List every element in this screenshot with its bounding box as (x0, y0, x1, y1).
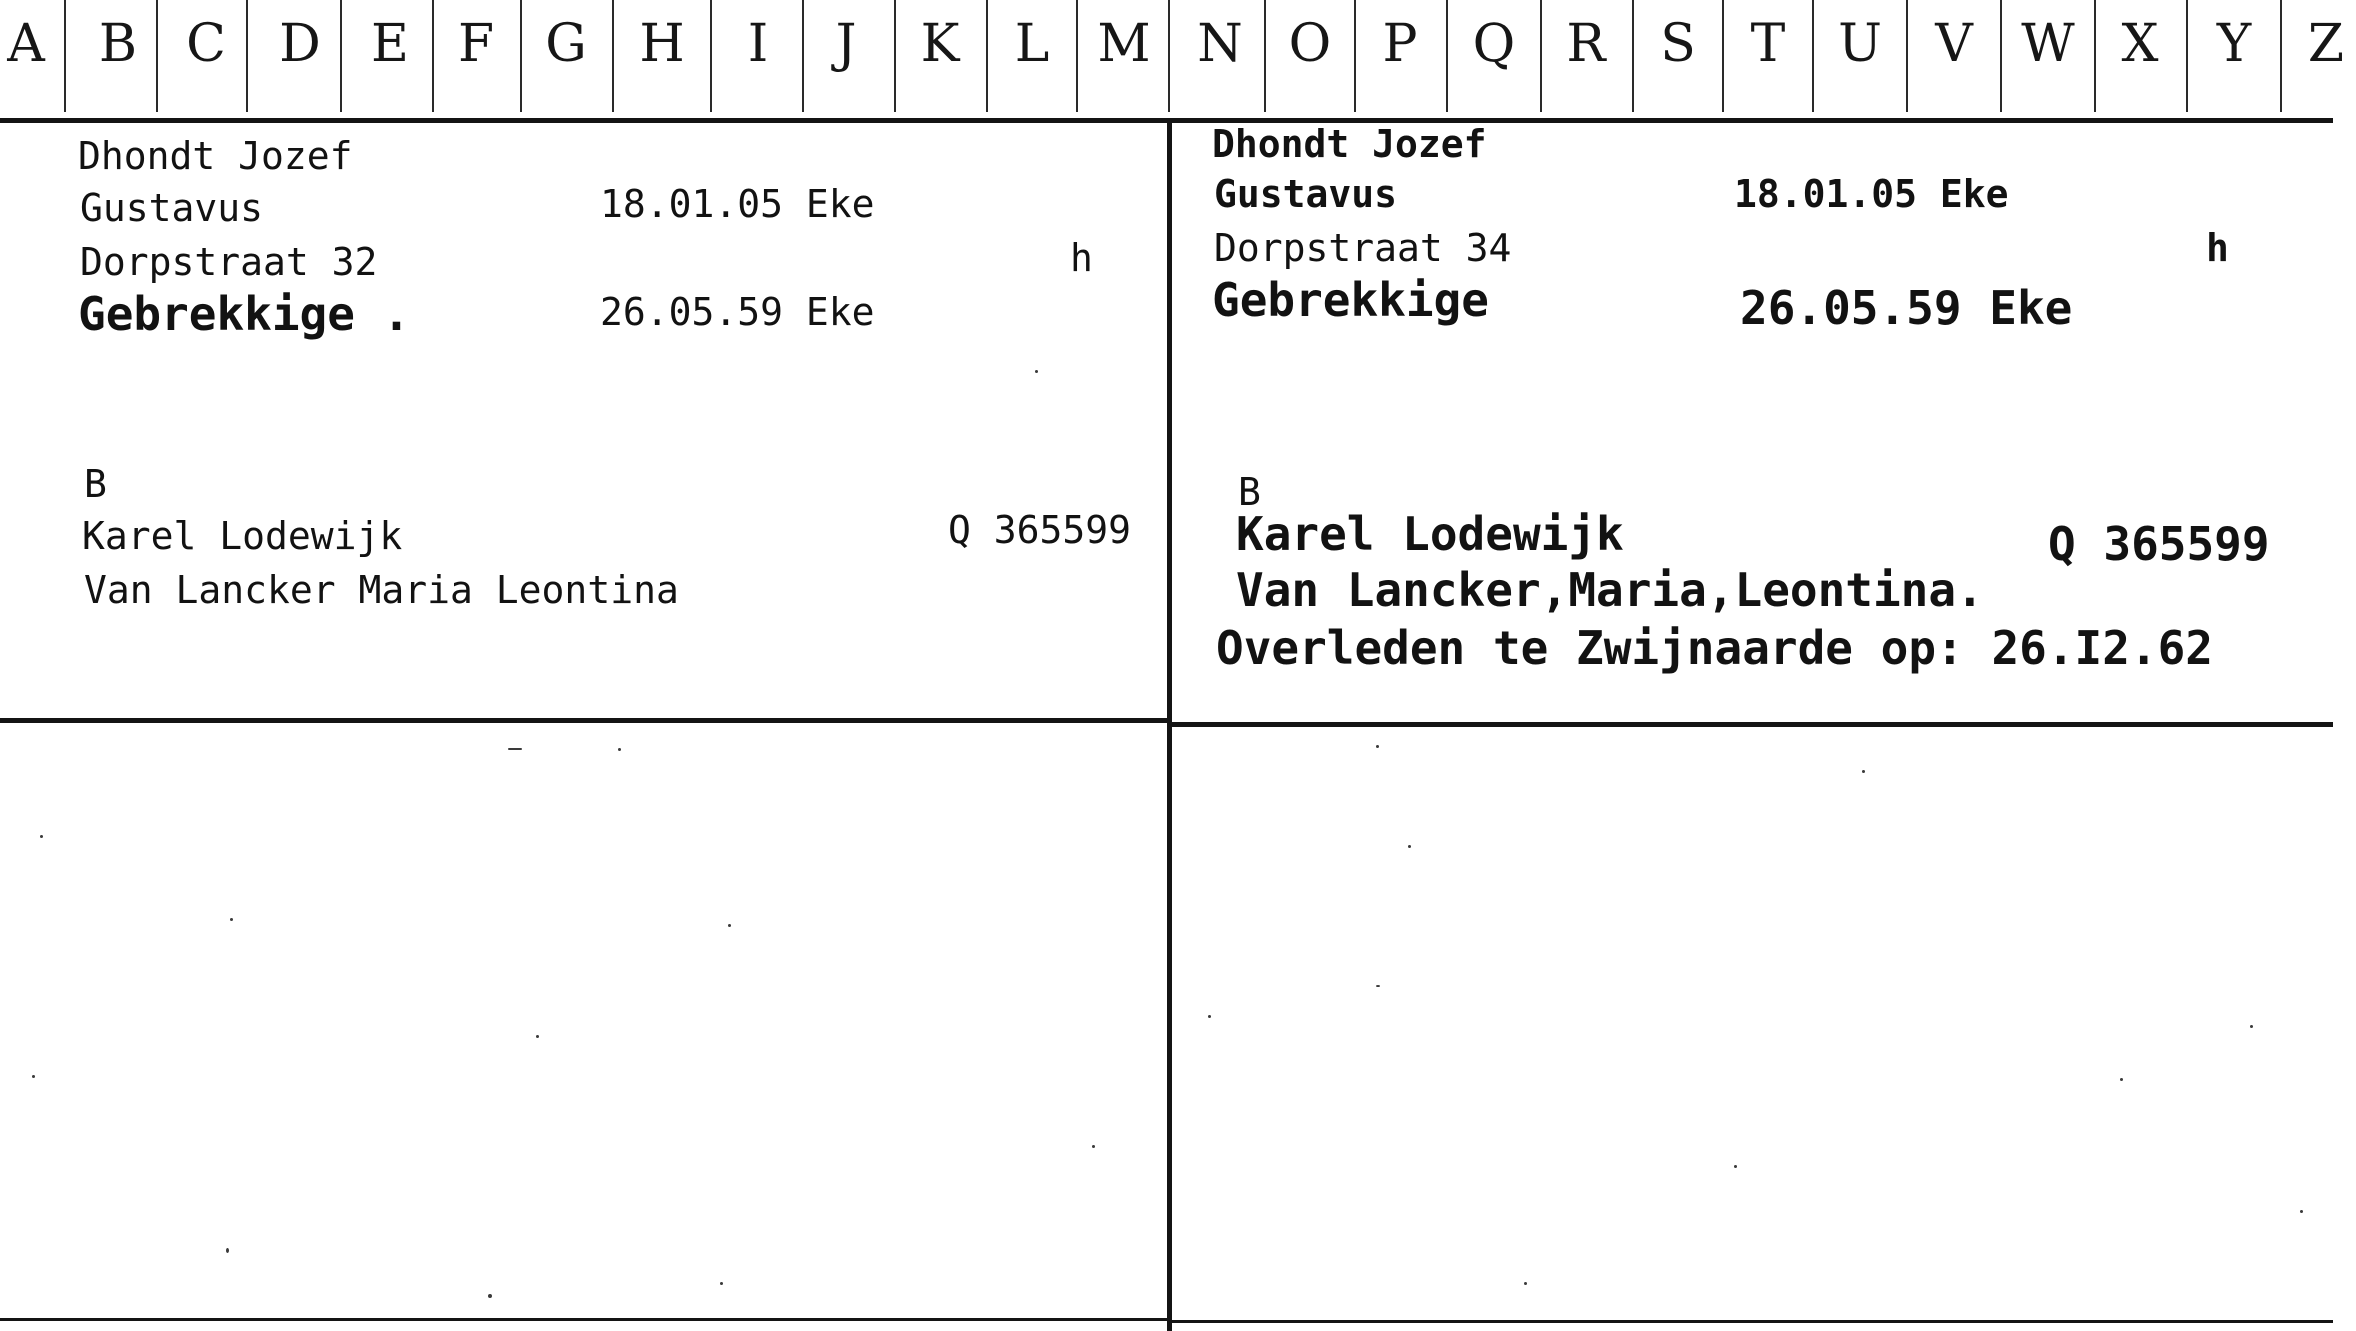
scan-speck (1208, 1015, 1211, 1018)
mother-name: Van Lancker,Maria,Leontina. (1236, 563, 1984, 617)
index-divider (520, 0, 522, 112)
condition: Gebrekkige . (78, 287, 411, 341)
index-divider (1722, 0, 1724, 112)
card-bottom-rule-left (0, 718, 1169, 723)
index-letter: Q (1472, 14, 1516, 74)
scan-speck (1376, 985, 1380, 987)
birth-date-place: 18.01.05 Eke (600, 182, 875, 226)
mother-name: Van Lancker Maria Leontina (84, 568, 679, 612)
scan-speck (508, 748, 522, 750)
index-letter: E (371, 14, 409, 74)
index-divider (1906, 0, 1908, 112)
scan-speck (1862, 770, 1865, 773)
scan-speck (230, 918, 233, 921)
index-letter: V (1935, 14, 1973, 74)
index-divider (894, 0, 896, 112)
index-letter: U (1838, 14, 1882, 74)
scan-speck (1408, 845, 1411, 848)
section-letter: B (84, 462, 107, 506)
marker-letter: h (2206, 226, 2229, 270)
index-divider (2186, 0, 2188, 112)
index-divider (2280, 0, 2282, 112)
condition: Gebrekkige (1212, 273, 1489, 327)
address: Dorpstraat 34 (1214, 226, 1512, 270)
index-divider (340, 0, 342, 112)
section-letter: B (1238, 470, 1261, 514)
index-letter: X (2121, 14, 2159, 74)
scan-speck (226, 1248, 229, 1253)
index-letter: J (835, 14, 857, 74)
scan-speck (32, 1075, 35, 1078)
scan-speck (1092, 1145, 1095, 1148)
index-divider (1076, 0, 1078, 112)
address: Dorpstraat 32 (80, 240, 378, 284)
marker-letter: h (1070, 236, 1093, 280)
index-letter: K (920, 14, 960, 74)
scan-speck (2250, 1025, 2253, 1028)
scan-speck (1035, 370, 1038, 373)
index-letter: H (639, 14, 685, 74)
index-letter: A (7, 14, 45, 74)
index-divider (2094, 0, 2096, 112)
index-divider (612, 0, 614, 112)
record-date-place: 26.05.59 Eke (1740, 281, 2073, 335)
index-letter: Z (2307, 14, 2345, 74)
scan-speck (1734, 1165, 1737, 1168)
first-names: Gustavus (1214, 172, 1398, 216)
scan-speck (1524, 1282, 1527, 1285)
index-letter: O (1288, 14, 1332, 74)
scan-speck (40, 835, 43, 838)
reference-number: Q 365599 (948, 508, 1132, 552)
father-name: Karel Lodewijk (82, 514, 403, 558)
index-letter: T (1750, 14, 1786, 74)
index-letter: W (2021, 14, 2075, 74)
index-letter: B (98, 14, 138, 74)
index-divider (1632, 0, 1634, 112)
index-divider (432, 0, 434, 112)
page-bottom-rule-left (0, 1318, 1169, 1321)
index-letter: R (1566, 14, 1606, 74)
index-divider (246, 0, 248, 112)
scan-speck (2120, 1078, 2123, 1081)
index-divider (2000, 0, 2002, 112)
index-divider (986, 0, 988, 112)
index-divider (1264, 0, 1266, 112)
index-letter: C (186, 14, 226, 74)
person-name: Dhondt Jozef (1212, 122, 1487, 166)
birth-date-place: 18.01.05 Eke (1734, 172, 2009, 216)
index-divider (1168, 0, 1170, 112)
index-letter: L (1014, 14, 1050, 74)
scan-speck (536, 1035, 539, 1038)
person-name: Dhondt Jozef (78, 134, 353, 178)
scan-speck (720, 1282, 723, 1285)
record-date-place: 26.05.59 Eke (600, 290, 875, 334)
record-card-left (0, 122, 1167, 718)
index-letter: D (279, 14, 321, 74)
index-divider (1540, 0, 1542, 112)
alphabet-index (0, 0, 2345, 80)
index-letter: P (1382, 14, 1418, 74)
index-divider (156, 0, 158, 112)
index-divider (1446, 0, 1448, 112)
index-divider (802, 0, 804, 112)
death-note: Overleden te Zwijnaarde op: 26.I2.62 (1216, 621, 2213, 675)
card-bottom-rule-right (1172, 722, 2333, 727)
index-letter: G (545, 14, 587, 74)
index-divider (64, 0, 66, 112)
scan-speck (618, 748, 621, 751)
first-names: Gustavus (80, 186, 264, 230)
reference-number: Q 365599 (2048, 517, 2270, 571)
scan-speck (728, 924, 731, 927)
index-letter: I (747, 14, 769, 74)
index-letter: M (1097, 14, 1151, 74)
scan-speck (1376, 745, 1379, 748)
index-divider (1354, 0, 1356, 112)
page-bottom-rule-right (1172, 1320, 2333, 1323)
scan-speck (488, 1294, 492, 1298)
father-name: Karel Lodewijk (1236, 507, 1624, 561)
index-letter: Y (2216, 14, 2252, 74)
scan-speck (2300, 1210, 2303, 1213)
index-letter: N (1197, 14, 1243, 74)
index-letter: S (1660, 14, 1696, 74)
index-divider (1812, 0, 1814, 112)
index-letter: F (457, 14, 495, 74)
index-divider (710, 0, 712, 112)
record-card-right (1172, 122, 2333, 722)
